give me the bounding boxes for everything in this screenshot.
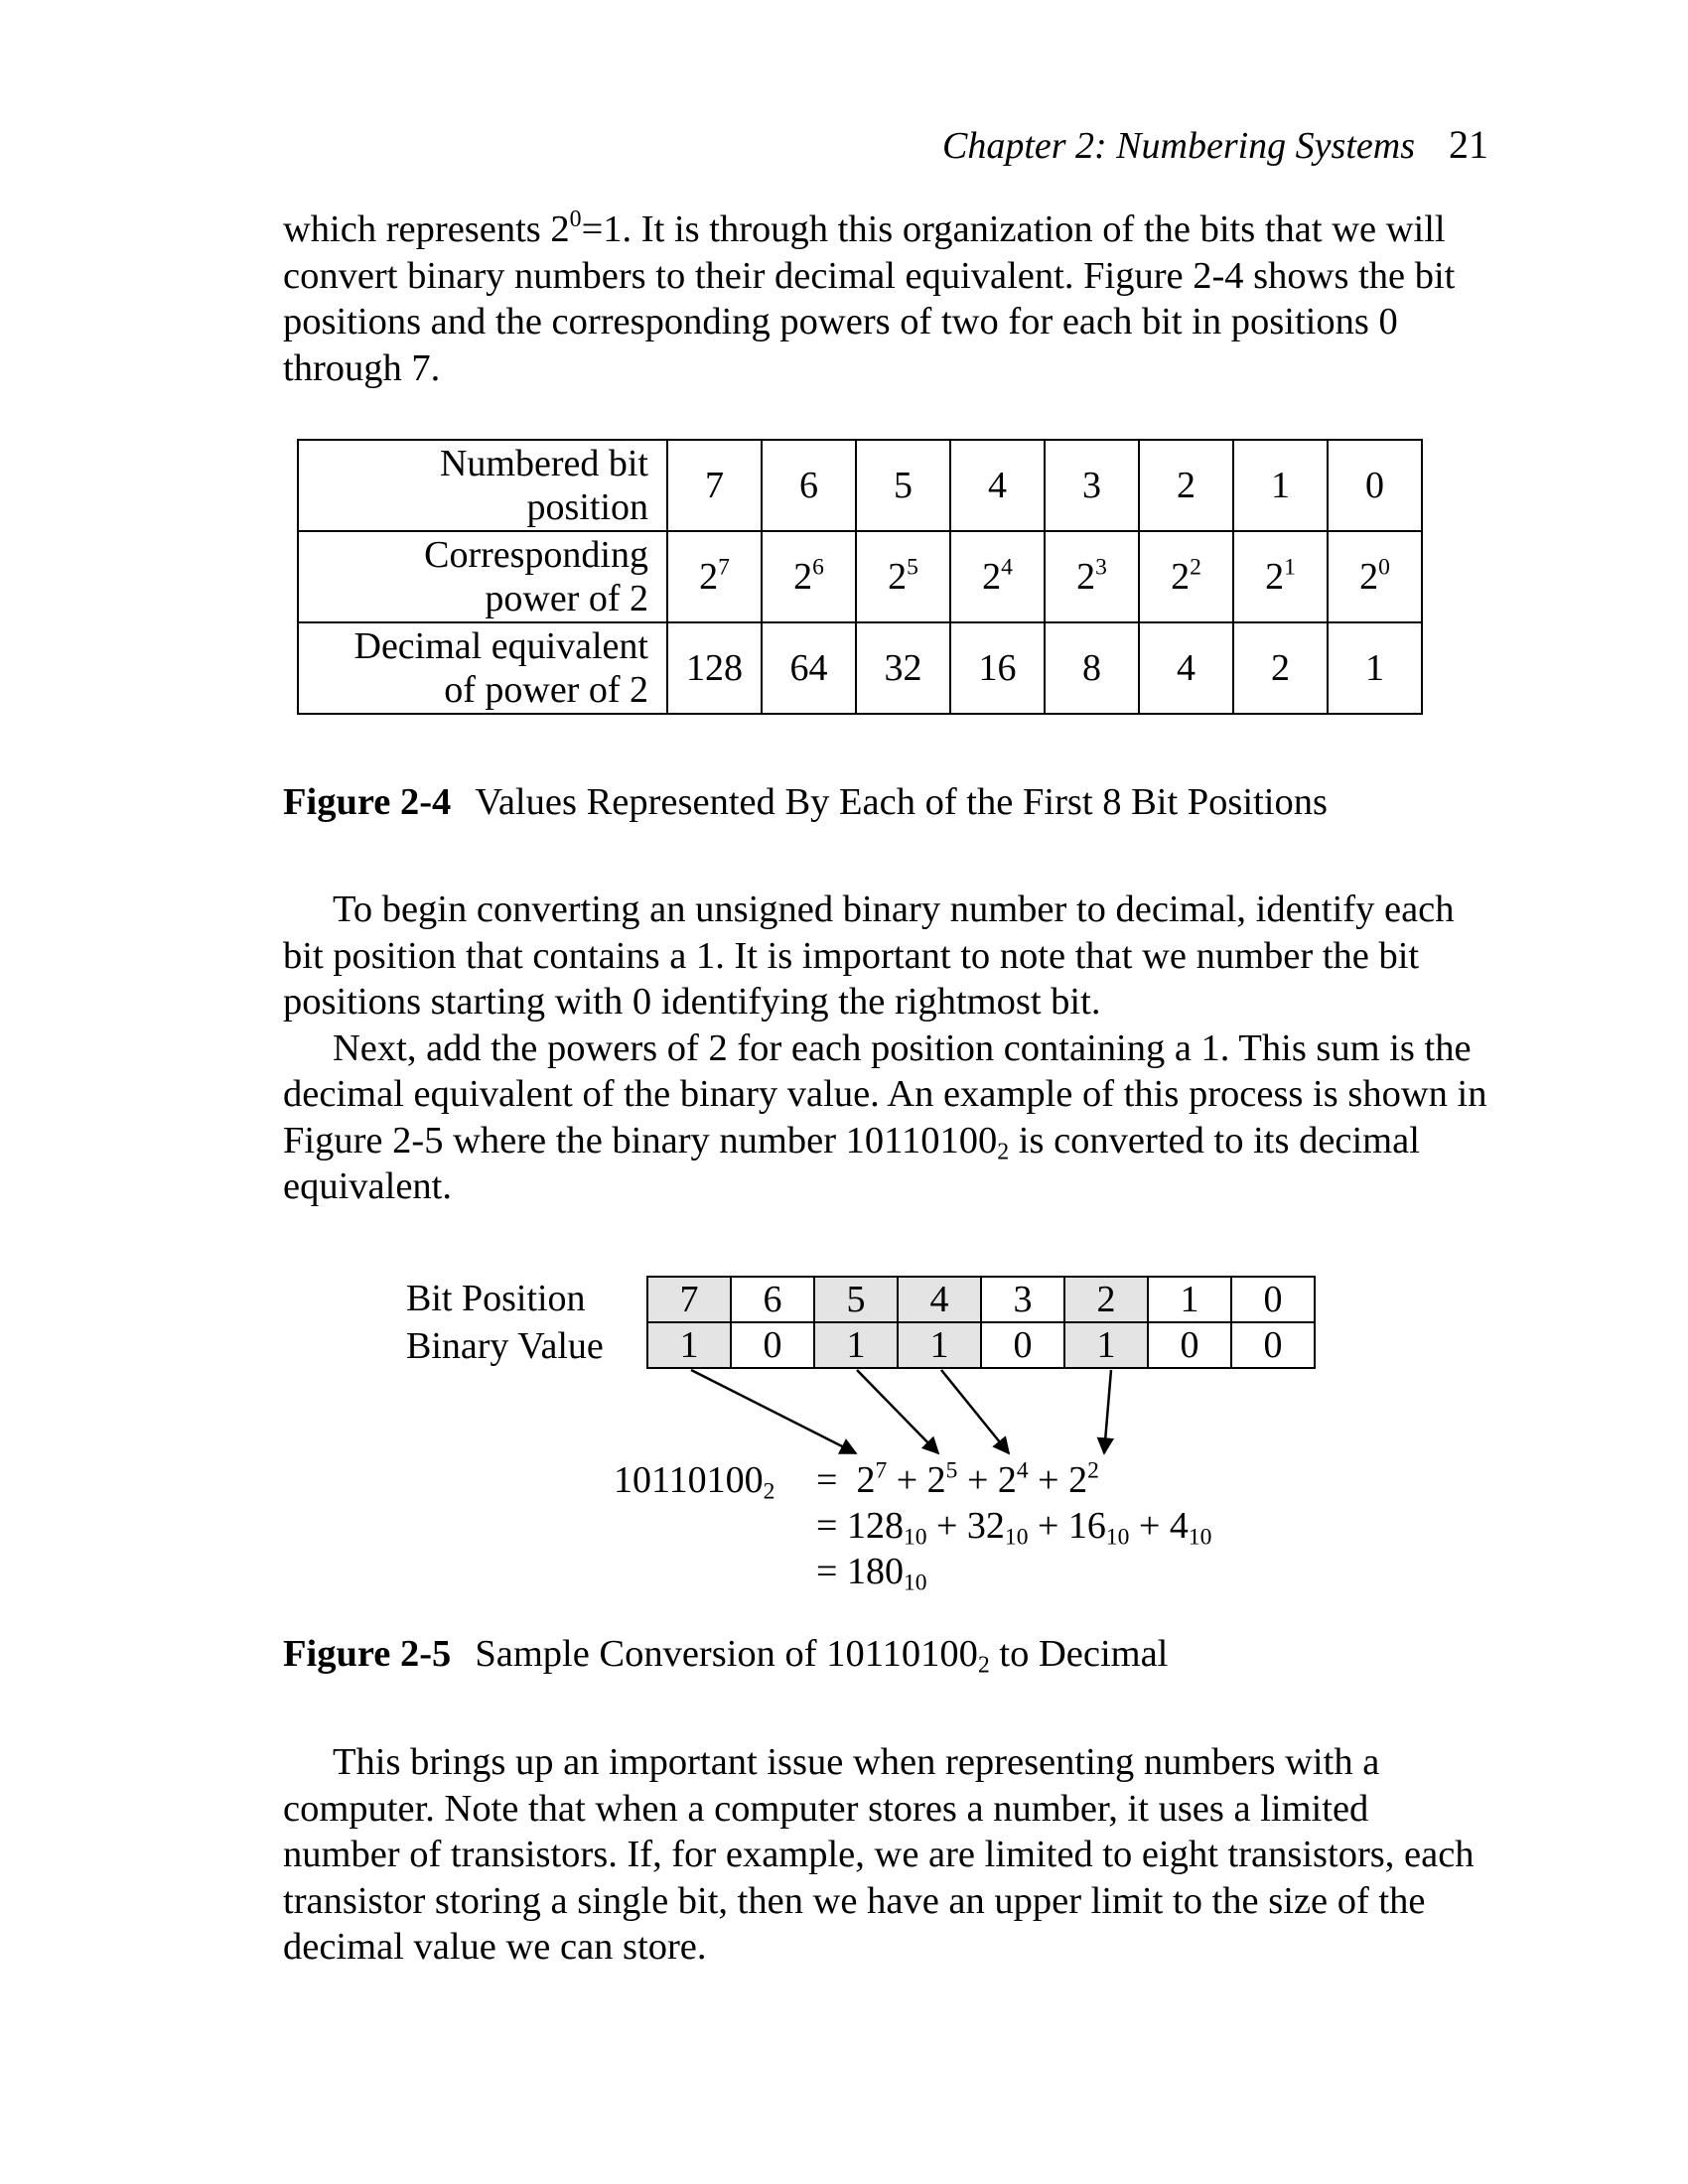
equation-line-decimals: = $128_{10} + 32_{10} + 16_{10} + 4_{10}$ [816, 1505, 1212, 1551]
binary-number: 10110100 [614, 1459, 764, 1501]
bit-position-cell: 6 [762, 440, 856, 531]
arrow-bit7 [691, 1370, 856, 1453]
figure-caption-text-pre: Sample Conversion of 10110100 [475, 1633, 978, 1675]
conversion-text-1: To begin converting an unsigned binary number to decimal, identify each bit position that contains a 1. It is important to note that we number the bit positions starting with 0 identifying the rightmost bit. [283, 888, 1455, 1023]
figure-2-4-caption [283, 779, 1328, 825]
equals-sign: = [816, 1459, 857, 1501]
term-base: 2 [997, 1459, 1017, 1501]
decimal-cell: 32 [856, 622, 950, 714]
binary-value-cell: 1 [814, 1322, 898, 1368]
power-base: 2 [1265, 556, 1285, 598]
row-header-line: Numbered bit [439, 443, 648, 484]
power-cell [667, 531, 762, 622]
row-header-bit-position [298, 440, 667, 531]
power-cell [950, 531, 1045, 622]
power-exponent: 6 [812, 554, 824, 581]
row-header-line: position [526, 486, 648, 528]
arrow-bit4 [941, 1370, 1009, 1453]
figure-caption-text-post: to Decimal [989, 1633, 1169, 1675]
row-header-line: of power of 2 [444, 669, 648, 711]
bit-position-cell: 1 [1148, 1277, 1231, 1322]
term-base: 2 [856, 1459, 876, 1501]
limit-text: This brings up an important issue when representing numbers with a computer. Note that when a computer stores a number, it uses a limited number of transistors. If, for example, we are limited to eight transistors, each transistor storing a single bit, then we have an upper limit to the size of the decimal value we can store. [283, 1741, 1475, 1968]
decimal-cell: 4 [1139, 622, 1233, 714]
table-row-power [298, 531, 1422, 622]
power-exponent: 7 [718, 554, 730, 581]
power-cell [1045, 531, 1139, 622]
power-base: 2 [793, 556, 813, 598]
bit-position-cell: 5 [814, 1277, 898, 1322]
row-header-line: power of 2 [485, 578, 648, 619]
bit-position-cell: 2 [1139, 440, 1233, 531]
figure-caption-text: Values Represented By Each of the First 8 Bit Positions [475, 781, 1328, 823]
term-value: 16 [1067, 1505, 1106, 1547]
term-base: 2 [1068, 1459, 1088, 1501]
row-header-line: Decimal equivalent [353, 625, 648, 667]
power-exponent: 3 [1095, 554, 1107, 581]
decimal-cell: 8 [1045, 622, 1139, 714]
power-exponent: 5 [907, 554, 918, 581]
binary-value-cell: 0 [981, 1322, 1064, 1368]
table-row-decimal [298, 622, 1422, 714]
intro-text-pre: which represents 2 [283, 208, 570, 250]
bit-position-cell: 6 [731, 1277, 814, 1322]
power-base: 2 [1171, 556, 1191, 598]
bit-position-cell: 0 [1231, 1277, 1315, 1322]
power-base: 2 [699, 556, 719, 598]
figure-caption-subscript: 2 [977, 1652, 990, 1679]
binary-number-base: 2 [763, 1478, 775, 1505]
bit-position-cell: 3 [981, 1277, 1064, 1322]
term-value: 4 [1169, 1505, 1189, 1547]
binary-number-label [614, 1457, 774, 1503]
intro-text-post: =1. It is through this organization of the bits that we will convert binary numbers to their decimal equivalent. Figure 2-4 shows the bit positions and the corresponding powers of two for each bit in positions 0 through 7. [283, 208, 1456, 389]
bit-position-row [647, 1277, 1315, 1322]
row-header-power [298, 531, 667, 622]
bit-position-cell: 4 [898, 1277, 981, 1322]
term-base: 10 [1105, 1524, 1130, 1551]
power-cell [856, 531, 950, 622]
term-value: 32 [966, 1505, 1005, 1547]
power-exponent: 4 [1001, 554, 1013, 581]
binary-value-cell: 0 [1148, 1322, 1231, 1368]
bit-position-cell: 7 [667, 440, 762, 531]
figure-2-5-table [646, 1276, 1316, 1369]
result-value: 180 [846, 1551, 904, 1592]
bit-position-cell: 7 [647, 1277, 731, 1322]
power-base: 2 [1076, 556, 1096, 598]
power-base: 2 [888, 556, 908, 598]
bit-position-cell: 1 [1233, 440, 1328, 531]
term-base: 2 [926, 1459, 946, 1501]
power-cell [1233, 531, 1328, 622]
figure-label: Figure 2-4 [283, 781, 452, 823]
power-cell [1328, 531, 1422, 622]
page-number: 21 [1449, 122, 1488, 167]
term-exponent: 2 [1087, 1457, 1099, 1484]
binary-value-cell: 1 [898, 1322, 981, 1368]
term-exponent: 5 [945, 1457, 958, 1484]
arrow-bit2 [1104, 1370, 1111, 1453]
bit-position-cell: 3 [1045, 440, 1139, 531]
term-exponent: 4 [1016, 1457, 1029, 1484]
binary-value-cell: 1 [1064, 1322, 1148, 1368]
bit-position-cell: 5 [856, 440, 950, 531]
binary-value-label: Binary Value [406, 1325, 604, 1367]
figure-2-4-table [297, 439, 1423, 715]
equals-sign: = [816, 1551, 847, 1592]
power-exponent: 2 [1190, 554, 1201, 581]
binary-value-row [647, 1322, 1315, 1368]
conversion-text-2-post: is converted to its decimal equivalent. [283, 1119, 1420, 1207]
arrow-bit5 [857, 1370, 938, 1453]
decimal-cell: 2 [1233, 622, 1328, 714]
bit-position-cell: 2 [1064, 1277, 1148, 1322]
power-base: 2 [982, 556, 1002, 598]
limit-paragraph [283, 1739, 1494, 1971]
term-base: 10 [1004, 1524, 1029, 1551]
equals-sign: = [816, 1505, 847, 1547]
row-header-decimal [298, 622, 667, 714]
term-base: 10 [903, 1524, 927, 1551]
figure-label: Figure 2-5 [283, 1633, 452, 1675]
power-exponent: 1 [1284, 554, 1296, 581]
binary-subscript: 2 [997, 1139, 1010, 1165]
intro-paragraph [283, 206, 1494, 391]
equation-line-result [816, 1549, 926, 1594]
term-exponent: 7 [875, 1457, 888, 1484]
bit-position-cell: 4 [950, 440, 1045, 531]
binary-value-cell: 0 [731, 1322, 814, 1368]
page-header [0, 121, 1488, 168]
row-header-line: Corresponding [424, 534, 648, 576]
term-base: 10 [1188, 1524, 1212, 1551]
decimal-cell: 16 [950, 622, 1045, 714]
power-cell [762, 531, 856, 622]
bit-position-label: Bit Position [406, 1278, 586, 1319]
conversion-text-2-pre: Next, add the powers of 2 for each position containing a 1. This sum is the decimal equivalent of the binary value. An example of this process is shown in Figure 2-5 where the binary number 10110100 [283, 1026, 1487, 1161]
decimal-cell: 64 [762, 622, 856, 714]
power-cell [1139, 531, 1233, 622]
bit-position-cell: 0 [1328, 440, 1422, 531]
figure-2-5-row-labels [406, 1275, 604, 1370]
power-exponent: 0 [1378, 554, 1390, 581]
result-base: 10 [903, 1570, 927, 1596]
figure-2-5-caption [283, 1631, 1168, 1677]
equation-line-powers: = $2^7 + 2^5 + 2^4 + 2^2$ [816, 1457, 1099, 1501]
term-value: 128 [846, 1505, 904, 1547]
conversion-paragraph [283, 887, 1494, 1210]
power-base: 2 [1359, 556, 1379, 598]
binary-value-cell: 1 [647, 1322, 731, 1368]
decimal-cell: 1 [1328, 622, 1422, 714]
intro-superscript: 0 [569, 206, 582, 233]
decimal-cell: 128 [667, 622, 762, 714]
binary-value-cell: 0 [1231, 1322, 1315, 1368]
table-row-bit-position [298, 440, 1422, 531]
chapter-title: Chapter 2: Numbering Systems [941, 125, 1415, 167]
